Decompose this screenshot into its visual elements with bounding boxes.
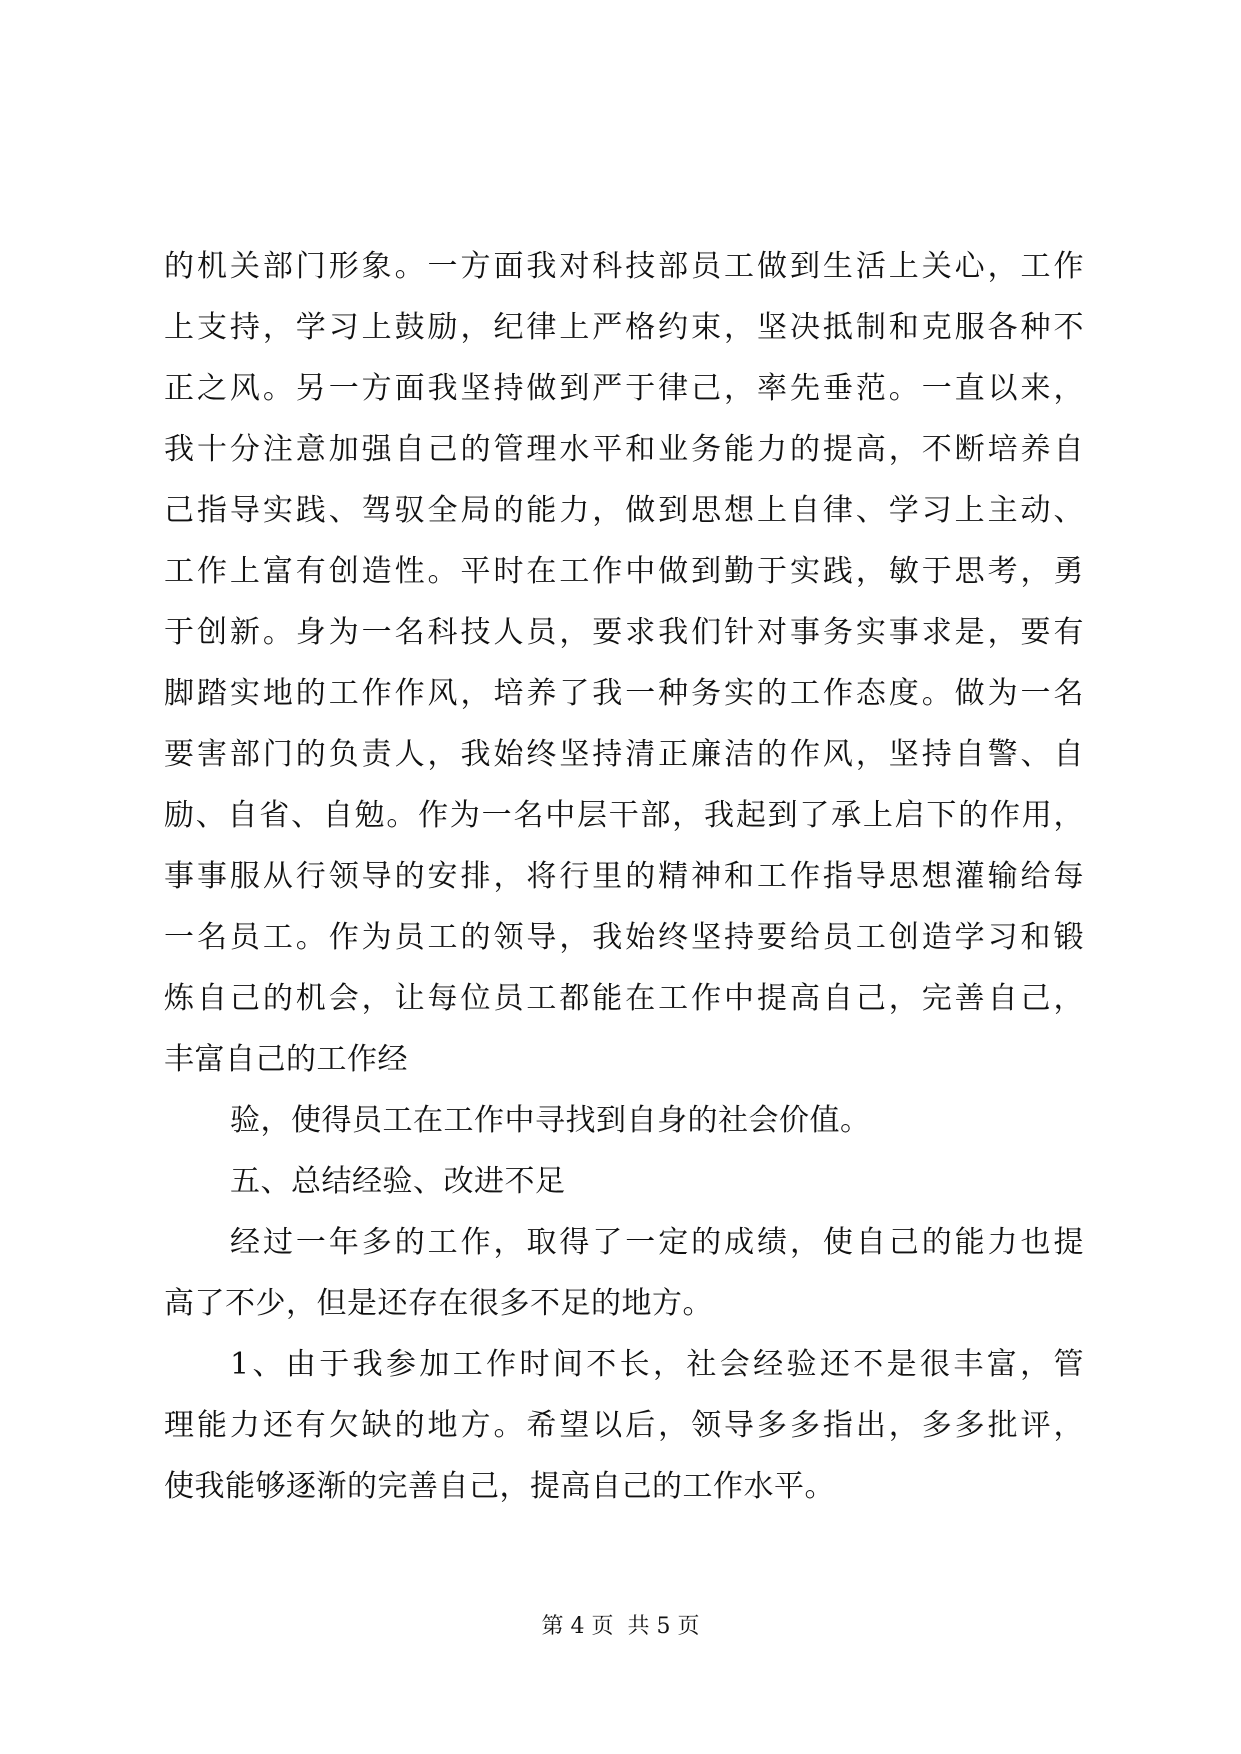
text-line: 丰富自己的工作经 xyxy=(164,1042,408,1077)
text-line: 高了不少，但是还存在很多不足的地方。 xyxy=(164,1286,713,1321)
list-item-text: 1、由于我参加工作时间不长，社会经验还不是很丰富，管 xyxy=(230,1347,1084,1382)
text-line: 的机关部门形象。一方面我对科技部员工做到生活上关心，工作 xyxy=(164,249,1084,284)
section-heading: 五、总结经验、改进不足 xyxy=(230,1164,566,1199)
text-line: 要害部门的负责人，我始终坚持清正廉洁的作风，坚持自警、自 xyxy=(164,737,1084,772)
text-line: 正之风。另一方面我坚持做到严于律己，率先垂范。一直以来， xyxy=(164,371,1084,406)
page-number: 第 4 页 共 5 页 xyxy=(541,1614,700,1639)
text-line: 经过一年多的工作，取得了一定的成绩，使自己的能力也提 xyxy=(230,1225,1084,1260)
text-line: 励、自省、自勉。作为一名中层干部，我起到了承上启下的作用， xyxy=(164,798,1084,833)
text-line: 己指导实践、驾驭全局的能力，做到思想上自律、学习上主动、 xyxy=(164,493,1084,528)
text-line: 验，使得员工在工作中寻找到自身的社会价值。 xyxy=(230,1103,871,1138)
text-line: 工作上富有创造性。平时在工作中做到勤于实践，敏于思考，勇 xyxy=(164,554,1084,589)
text-line: 一名员工。作为员工的领导，我始终坚持要给员工创造学习和锻 xyxy=(164,920,1084,955)
text-line: 理能力还有欠缺的地方。希望以后，领导多多指出，多多批评， xyxy=(164,1408,1084,1443)
text-line: 事事服从行领导的安排，将行里的精神和工作指导思想灌输给每 xyxy=(164,859,1084,894)
text-line: 上支持，学习上鼓励，纪律上严格约束，坚决抵制和克服各种不 xyxy=(164,310,1084,345)
text-line: 脚踏实地的工作作风，培养了我一种务实的工作态度。做为一名 xyxy=(164,676,1084,711)
text-line: 我十分注意加强自己的管理水平和业务能力的提高，不断培养自 xyxy=(164,432,1084,467)
body-text xyxy=(164,236,1084,1517)
text-line: 使我能够逐渐的完善自己，提高自己的工作水平。 xyxy=(164,1469,835,1504)
text-line: 炼自己的机会，让每位员工都能在工作中提高自己，完善自己， xyxy=(164,981,1084,1016)
page-footer xyxy=(0,1612,1241,1642)
text-line: 于创新。身为一名科技人员，要求我们针对事务实事求是，要有 xyxy=(164,615,1084,650)
